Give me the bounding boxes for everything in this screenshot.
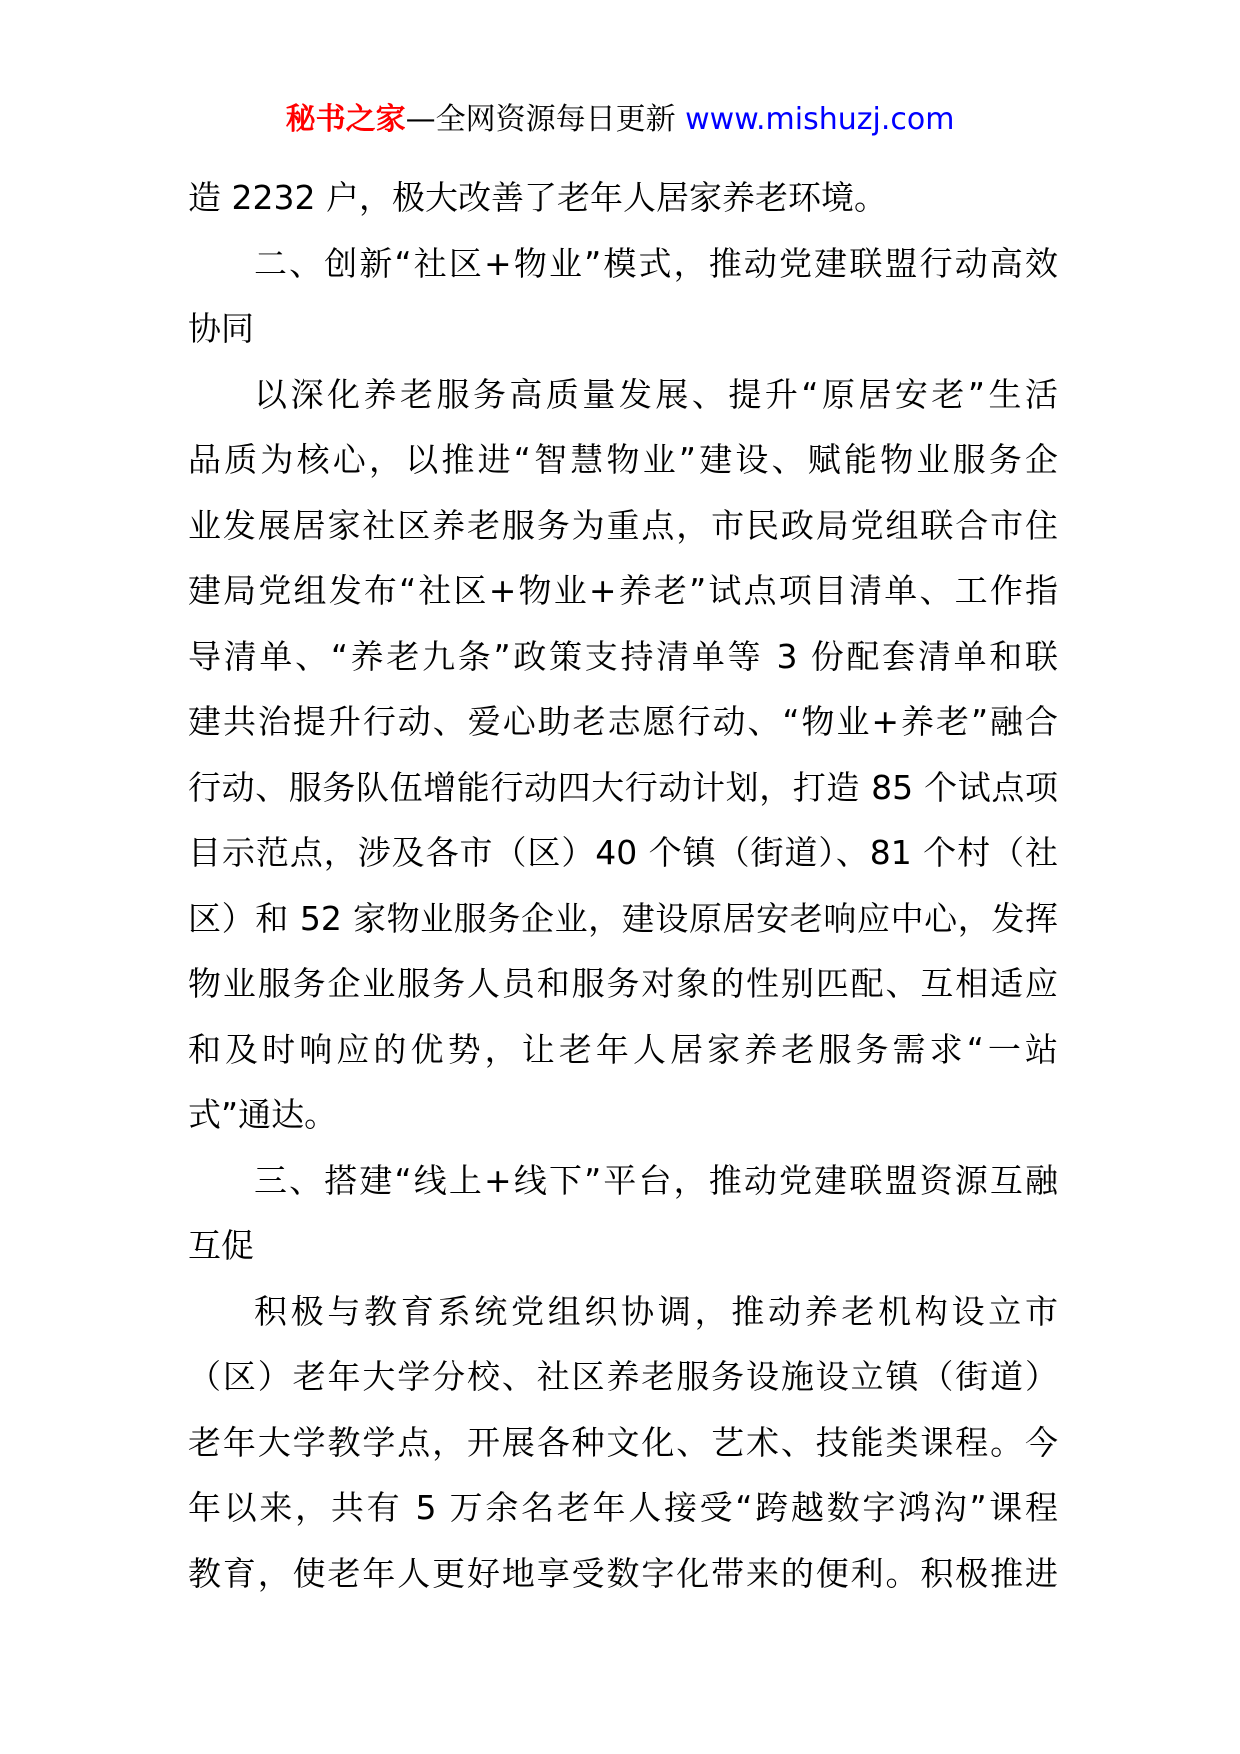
body-line: 品质为核心，以推进“智慧物业”建设、赋能物业服务企: [188, 440, 1058, 479]
body-line: 造 2232 户，极大改善了老年人居家养老环境。: [188, 178, 887, 217]
section-heading-line: 协同: [188, 309, 254, 348]
body-line: 和及时响应的优势，让老年人居家养老服务需求“一站: [188, 1029, 1058, 1069]
section-heading-line: 互促: [188, 1226, 254, 1265]
body-line: 老年大学教学点，开展各种文化、艺术、技能类课程。今: [188, 1422, 1058, 1462]
body-line: 物业服务企业服务人员和服务对象的性别匹配、互相适应: [188, 964, 1058, 1003]
body-line: 目示范点，涉及各市（区）40 个镇（街道）、81 个村（社: [188, 833, 1058, 872]
site-header: [0, 98, 1240, 142]
body-line: 建共治提升行动、爱心助老志愿行动、“物业+养老”融合: [188, 702, 1058, 741]
body-line: 积极与教育系统党组织协调，推动养老机构设立市: [254, 1291, 1058, 1331]
body-line: 建局党组发布“社区+物业+养老”试点项目清单、工作指: [188, 571, 1058, 610]
site-brand: 秘书之家: [285, 102, 406, 137]
body-line: 行动、服务队伍增能行动四大行动计划，打造 85 个试点项: [188, 767, 1058, 807]
body-line: 年以来，共有 5 万余名老年人接受“跨越数字鸿沟”课程: [188, 1488, 1058, 1527]
body-line: 以深化养老服务高质量发展、提升“原居安老”生活: [254, 374, 1058, 414]
section-heading-line: 三、搭建“线上+线下”平台，推动党建联盟资源互融: [254, 1160, 1058, 1200]
body-line: 式”通达。: [188, 1095, 338, 1134]
body-line: 教育，使老年人更好地享受数字化带来的便利。积极推进: [188, 1553, 1058, 1593]
body-line: 业发展居家社区养老服务为重点，市民政局党组联合市住: [188, 505, 1058, 545]
site-tagline: —全网资源每日更新: [405, 102, 676, 137]
document-body: [188, 165, 1058, 1606]
site-url-link[interactable]: www.mishuzj.com: [685, 102, 955, 137]
body-line: 导清单、“养老九条”政策支持清单等 3 份配套清单和联: [188, 636, 1058, 676]
section-heading-line: 二、创新“社区+物业”模式，推动党建联盟行动高效: [254, 243, 1058, 283]
body-line: （区）老年大学分校、社区养老服务设施设立镇（街道）: [188, 1357, 1058, 1396]
body-line: 区）和 52 家物业服务企业，建设原居安老响应中心，发挥: [188, 898, 1058, 938]
